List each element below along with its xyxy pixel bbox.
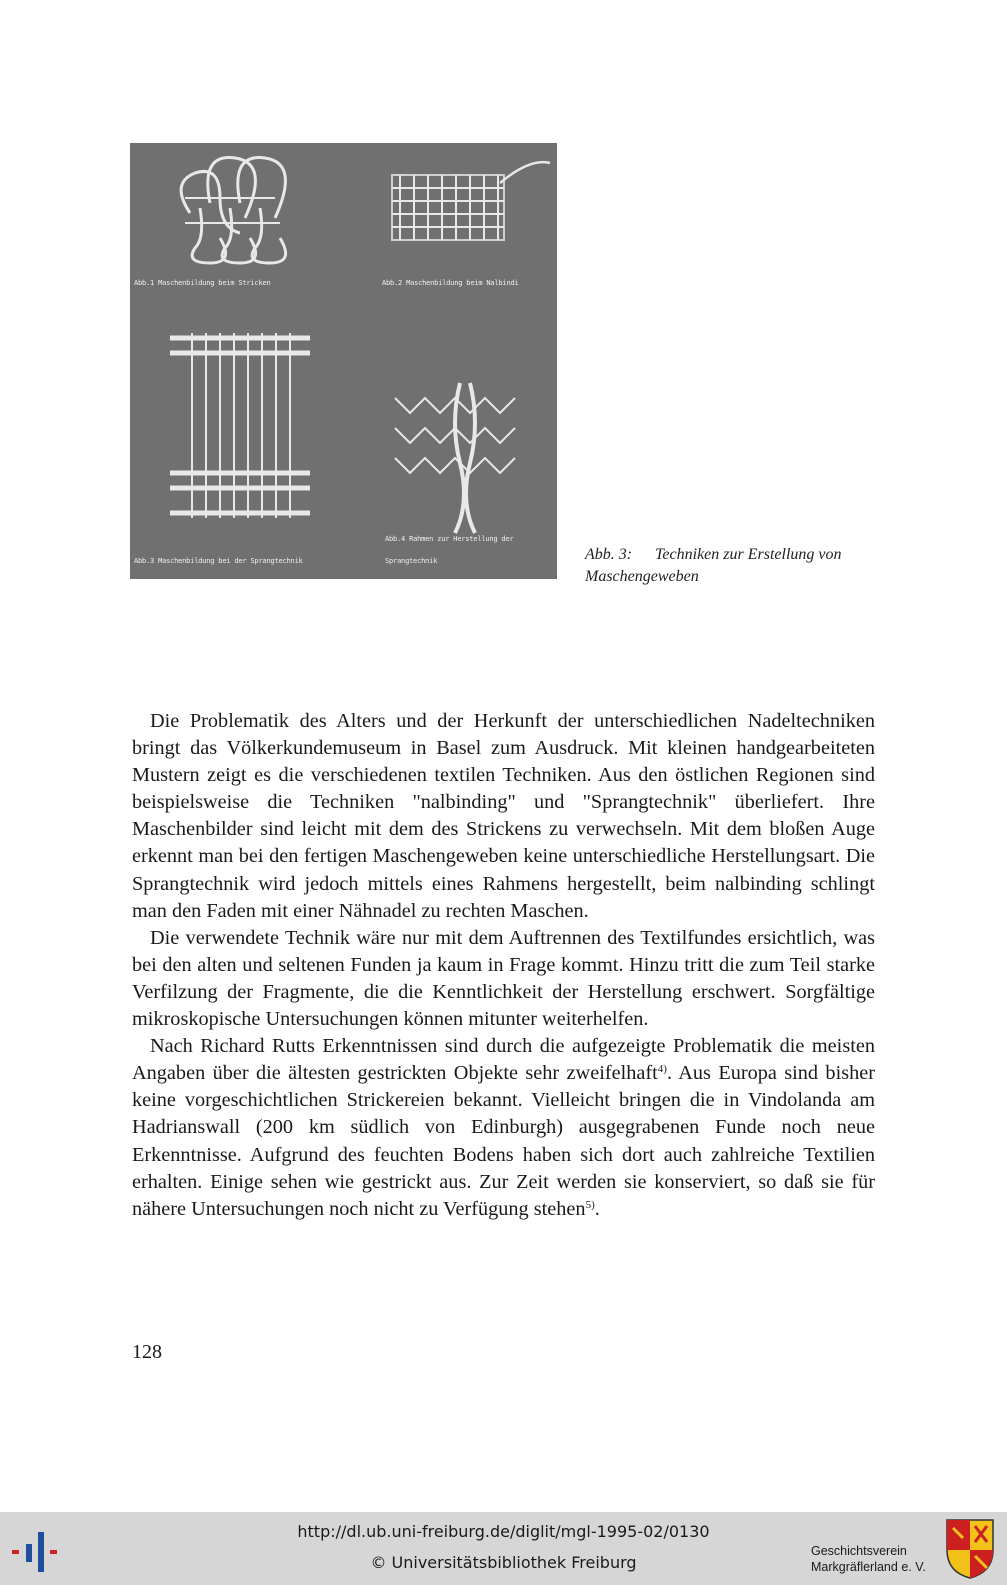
panel-label-3: Abb.3 Maschenbildung bei der Sprangtechnik (134, 557, 303, 565)
caption-text-line1: Techniken zur Erstellung von (655, 546, 842, 563)
paragraph-3 (132, 1033, 875, 1223)
page-number: 128 (132, 1341, 162, 1363)
footnote-ref-5[interactable]: 5) (585, 1198, 595, 1211)
footer-url[interactable]: http://dl.ub.uni-freiburg.de/diglit/mgl-1995-02/0130 (297, 1522, 710, 1541)
caption-text-line2: Maschengeweben (585, 568, 699, 585)
panel-label-1: Abb.1 Maschenbildung beim Stricken (134, 279, 271, 287)
footnote-ref-4[interactable]: 4) (657, 1063, 667, 1076)
figure-caption (585, 544, 885, 588)
footer-bar (0, 1512, 1007, 1585)
society-name (811, 1543, 926, 1575)
panel-label-4-line1: Abb.4 Rahmen zur Herstellung der (385, 535, 514, 543)
figure-drawing (130, 143, 557, 579)
paragraph-3-part-b: . Aus Europa sind bisher keine vorgeschichtlichen Strickereien bekannt. Vielleicht bringen die in Vindolanda am Hadrianswall (200 km südlich von Edinburgh) ausgegrabenen Funde noch neue Erkenntnisse. Aufgrund des feuchten Bodens haben sich dort auch zahlreiche Textilien erhalten. Einige sehen wie gestrickt aus. Zur Zeit werden sie konserviert, so daß sie für nähere Untersuchungen noch nicht zu Verfügung stehen (132, 1062, 875, 1220)
panel-label-4-line2: Sprangtechnik (385, 557, 438, 565)
paragraph-3-part-a: Nach Richard Rutts Erkenntnissen sind durch die aufgezeigte Problematik die meisten Angaben über die ältesten gestrickten Objekte sehr zweifelhaft (132, 1035, 875, 1085)
body-text (132, 708, 875, 1223)
caption-number: Abb. 3: (585, 546, 633, 563)
footer-copyright: © Universitätsbibliothek Freiburg (370, 1553, 637, 1572)
society-name-line2: Markgräflerland e. V. (811, 1560, 926, 1574)
paragraph-1: Die Problematik des Alters und der Herkunft der unterschiedlichen Nadeltechniken bringt das Völkerkundemuseum in Basel zum Ausdruck. Mit kleinen handgearbeiteten Mustern zeigt es die verschiedenen textilen Techniken. Aus den östlichen Regionen sind beispielsweise die Techniken "nalbinding" und "Sprangtechnik" überliefert. Ihre Maschenbilder sind leicht mit dem des Strickens zu verwechseln. Mit dem bloßen Auge erkennt man bei den fertigen Maschengeweben keine unterschiedliche Herstellungsart. Die Sprangtechnik wird jedoch mittels eines Rahmens hergestellt, beim nalbinding schlingt man den Faden mit einer Nähnadel zu rechten Maschen. (132, 710, 875, 922)
paragraph-3-part-c: . (594, 1197, 600, 1220)
figure-knitting-techniques (130, 143, 557, 579)
panel-label-2: Abb.2 Maschenbildung beim Nalbindi (382, 279, 519, 287)
paragraph-2: Die verwendete Technik wäre nur mit dem Auftrennen des Textilfundes ersichtlich, was bei den alten und seltenen Funden ja kaum in Frage kommt. Hinzu tritt die zum Teil starke Verfilzung der Fragmente, die die Kenntlichkeit der Herstellung erschwert. Sorgfältige mikroskopische Untersuchungen können mitunter weiterhelfen. (132, 926, 875, 1031)
society-name-line1: Geschichtsverein (811, 1544, 907, 1558)
society-crest-icon (945, 1518, 995, 1580)
